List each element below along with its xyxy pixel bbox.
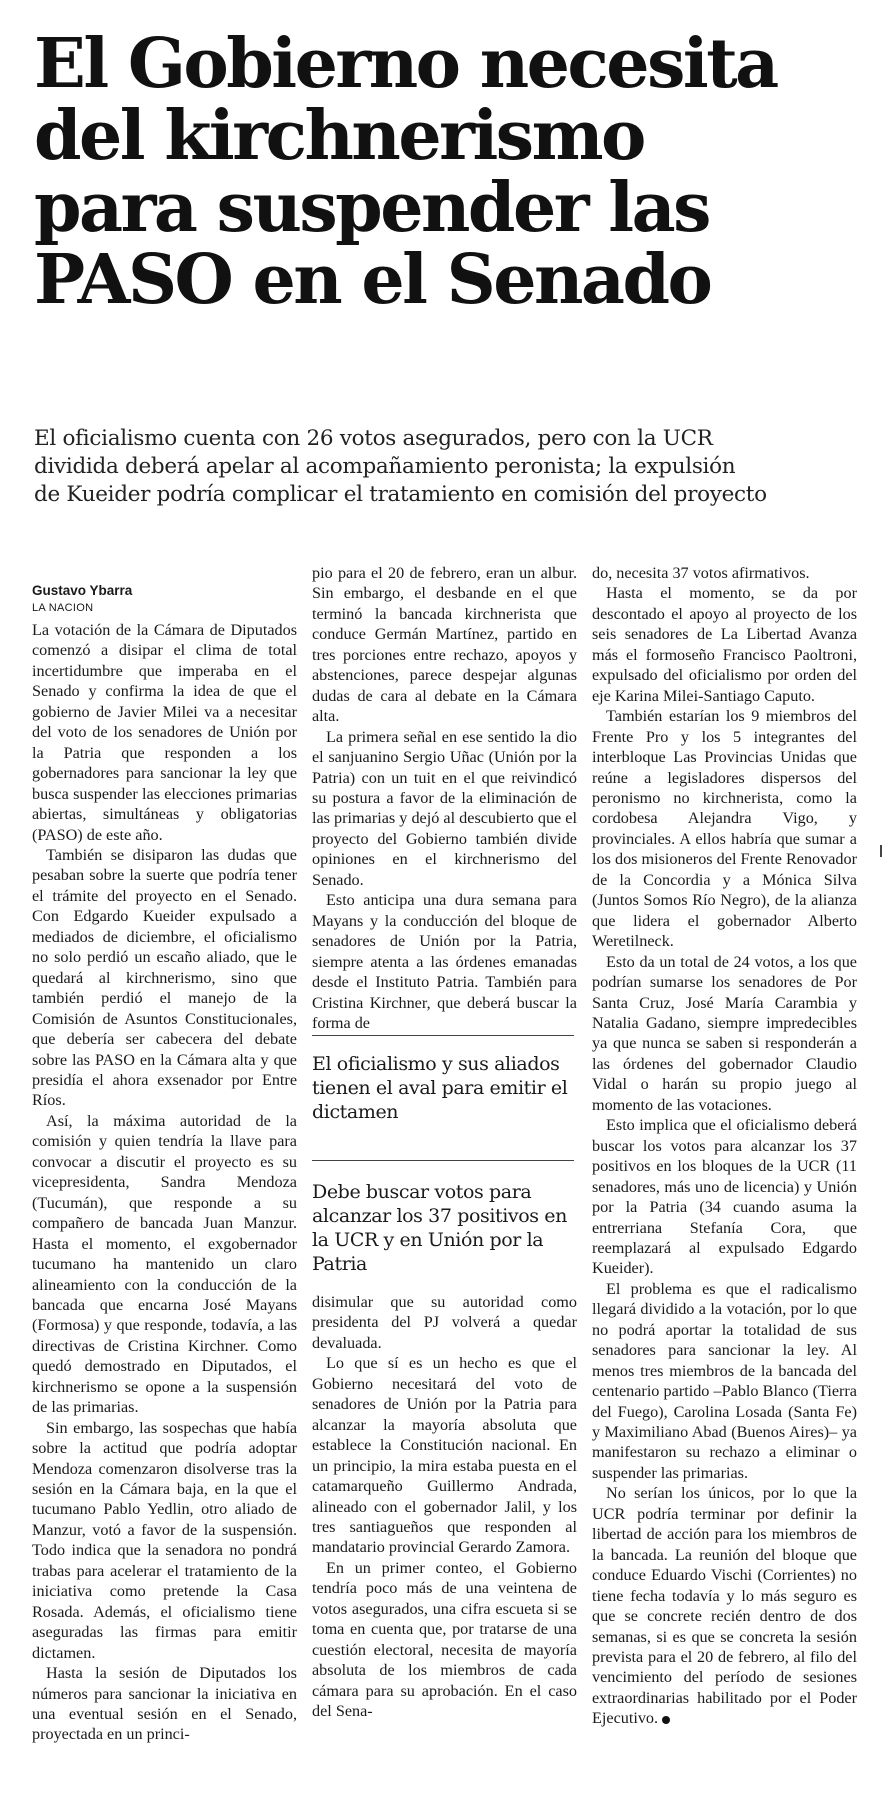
paragraph: Esto anticipa una dura semana para Mayans y la conducción del bloque de senadores de Unión por la Patria, siempre atenta a las órdenes emanadas desde el Instituto Patria. También para Cristina Kirchner, que deberá buscar la forma de [312,891,577,1032]
paragraph: disimular que su autoridad como presidenta del PJ volverá a quedar devaluada. [312,1293,577,1352]
paragraph: El problema es que el radicalismo llegará dividido a la votación, por lo que no podrá aportar la totalidad de sus senadores para sancionar la ley. Al menos tres miembros de la bancada del centenario partido –Pablo Blanco (Tierra del Fuego), Carolina Losada (Santa Fe) y Maximiliano Abad (Buenos Aires)– ya manifestaron su rechazo a eliminar o suspender las primarias. [592,1279,857,1482]
paragraph: do, necesita 37 votos afirmativos. [592,564,810,582]
margin-mark [880,845,882,857]
dek-line: El oficialismo cuenta con 26 votos asegurados, pero con la UCR [34,426,713,451]
headline [34,24,864,320]
column-2-top [312,563,577,1033]
pull-quote: El oficialismo y sus aliados tienen el aval para emitir el dictamen [312,1053,568,1123]
paragraph: Hasta el momento, se da por descontado el apoyo al proyecto de los seis senadores de La Libertad Avanza más el formoseño Francisco Paoltroni, expulsado del oficialismo por orden del eje Karina Milei-Santiago Caputo. [592,584,857,705]
pull-quote: Debe buscar votos para alcanzar los 37 positivos en la UCR y en Unión por la Patria [312,1181,567,1275]
headline-line: El Gobierno necesita [34,24,777,104]
end-mark-icon [662,1716,670,1724]
headline-line: del kirchnerismo [34,96,644,176]
pull-quote-rule [312,1160,574,1161]
paragraph: Hasta la sesión de Diputados los números para sancionar la iniciativa en una eventual sesión en el Senado, proyectada en un princi- [32,1664,297,1744]
paragraph-text: No serían los únicos, por lo que la UCR podría terminar por definir la libertad de acción para los miembros de la bancada. La reunión del bloque que conduce Eduardo Vischi (Corrientes) no tiene fecha todavía y lo más seguro es que se concrete recién dentro de dos semanas, si es que se concreta la sesión prevista para el 20 de febrero, al filo del vencimiento del período de sesiones extraordinarias habilitado por el Poder Ejecutivo. [592,1484,857,1728]
paragraph: También estarían los 9 miembros del Frente Pro y los 5 integrantes del interbloque Las Provincias Unidas que reúne a legisladores dispersos del peronismo no kirchnerista, como la cordobesa Alejandra Vigo, y provinciales. A ellos habría que sumar a los dos misioneros del Frente Renovador de la Concordia y a Mónica Silva (Juntos Somos Río Negro), de la alianza que lidera el gobernador Alberto Weretilneck. [592,707,857,951]
pull-quote-rule [312,1035,574,1036]
paragraph: La votación de la Cámara de Diputados comenzó a disipar el clima de total incertidumbre que imperaba en el Senado y confirma la idea de que el gobierno de Javier Milei va a necesitar del voto de los senadores de Unión por la Patria que responden a los gobernadores para sancionar la ley que busca suspender las elecciones primarias abiertas, simultáneas y obligatorias (PASO) de este año. [32,621,297,844]
byline: Gustavo Ybarra [32,583,133,598]
headline-line: PASO en el Senado [34,240,711,320]
source-label: LA NACION [32,602,94,614]
paragraph: Sin embargo, las sospechas que había sobre la actitud que podría adoptar Mendoza comenzaron disolverse tras la sesión en la Cámara baja, en la que el tucumano Pablo Yedlin, otro aliado de Manzur, votó a favor de la suspensión. Todo indica que la senadora no pondrá trabas para acelerar el tratamiento de la iniciativa como pretende la Casa Rosada. Además, el oficialismo tiene aseguradas las firmas para emitir dictamen. [32,1418,297,1662]
column-2-bottom [312,1292,577,1722]
dek [34,425,874,509]
paragraph: Esto da un total de 24 votos, a los que podrían sumarse los senadores de Por Santa Cruz, José María Carambia y Natalia Gadano, siempre impredecibles ya que nunca se saben si responderán a las órdenes del gobernador Claudio Vidal o harán su propio juego al momento de las votaciones. [592,952,857,1114]
dek-line: de Kueider podría complicar el tratamiento en comisión del proyecto [34,482,767,507]
paragraph-final [592,1483,857,1728]
column-1 [32,582,297,1745]
paragraph: En un primer conteo, el Gobierno tendría poco más de una veintena de votos asegurados, una cifra escueta si se toma en cuenta que, por tratarse de una cuestión electoral, necesita de mayoría absoluta de los miembros de cada cámara para su aprobación. En el caso del Sena- [312,1558,577,1721]
column-3 [592,563,857,1729]
paragraph: Esto implica que el oficialismo deberá buscar los votos para alcanzar los 37 positivos en los bloques de la UCR (11 senadores, más uno de licencia) y Unión por la Patria (34 cuando asuma la entrerriana Stefanía Cora, que reemplazará al expulsado Edgardo Kueider). [592,1116,857,1278]
paragraph: pio para el 20 de febrero, eran un albur. Sin embargo, el desbande en el que terminó la bancada kirchnerista que conduce Germán Martínez, partido en tres porciones entre rechazo, apoyos y abstenciones, parece despejar algunas dudas de cara al debate en la Cámara alta. [312,564,577,726]
paragraph: También se disiparon las dudas que pesaban sobre la suerte que podría tener el trámite del proyecto en el Senado. Con Edgardo Kueider expulsado a mediados de diciembre, el oficialismo no solo perdió un escaño aliado, que le quedará al kirchnerismo, sino que también perdió el manejo de la Comisión de Asuntos Constitucionales, que debería ser cabecera del debate sobre las PASO en la Cámara alta y que presidía el ahora exsenador por Entre Ríos. [32,845,297,1110]
paragraph: Lo que sí es un hecho es que el Gobierno necesitará del voto de senadores de Unión por la Patria para alcanzar la mayoría absoluta que establece la Constitución nacional. En un principio, la mira estaba puesta en el catamarqueño Guillermo Andrada, alineado con el gobernador Jalil, y los tres santiagueños que responden al mandatario provincial Gerardo Zamora. [312,1354,577,1557]
dek-line: dividida deberá apelar al acompañamiento peronista; la expulsión [34,454,736,479]
paragraph: Así, la máxima autoridad de la comisión y quien tendría la llave para convocar a discutir el proyecto es su vicepresidenta, Sandra Mendoza (Tucumán), que responde a su compañero de bancada Juan Manzur. Hasta el momento, el exgobernador tucumano ha mantenido un claro alineamiento con la conducción de la bancada que encarna José Mayans (Formosa) y que responde, todavía, a las directivas de Cristina Kirchner. Como quedó demostrado en Diputados, el kirchnerismo se opone a la suspensión de las primarias. [32,1111,297,1417]
paragraph: La primera señal en ese sentido la dio el sanjuanino Sergio Uñac (Unión por la Patria) con un tuit en el que reivindicó su postura a favor de la eliminación de las primarias y dejó al descubierto que el proyecto del Gobierno también divide opiniones en el kirchnerismo del Senado. [312,727,577,889]
headline-line: para suspender las [34,168,709,248]
